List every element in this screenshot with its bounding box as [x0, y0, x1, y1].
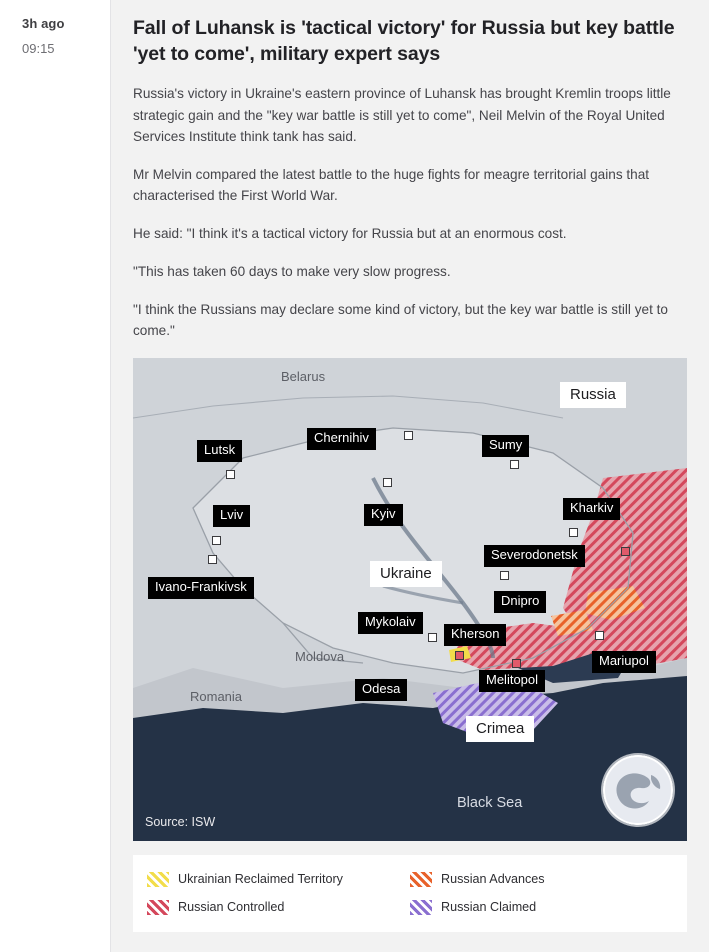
legend-label: Russian Claimed: [441, 900, 537, 914]
map-label-kherson: Kherson: [444, 624, 506, 646]
map-label-russia: Russia: [560, 382, 626, 408]
legend-label: Russian Advances: [441, 872, 545, 886]
legend-item-russian-controlled: [147, 900, 410, 915]
globe-inset-icon: [603, 755, 673, 825]
legend-swatch-purple-icon: [410, 900, 432, 915]
map-city-marker: [383, 478, 392, 487]
map-label-romania: Romania: [190, 689, 243, 705]
map-label-mariupol: Mariupol: [592, 651, 656, 673]
map-city-marker: [510, 460, 519, 469]
map-city-marker: [404, 431, 413, 440]
map-label-sumy: Sumy: [482, 435, 529, 457]
article-paragraph: Russia's victory in Ukraine's eastern province of Luhansk has brought Kremlin troops little strategic gain and the "key war battle is still yet to come", Neil Melvin of the Royal United Services Institute think tank has said.: [133, 86, 671, 144]
legend-swatch-yellow-icon: [147, 872, 169, 887]
map-city-marker: [512, 659, 521, 668]
article-body: [111, 0, 709, 341]
map-source-label: Source: ISW: [145, 815, 216, 830]
ukraine-conflict-map: [133, 358, 687, 841]
article-paragraph: "I think the Russians may declare some kind of victory, but the key war battle is still yet to come.": [133, 301, 668, 338]
map-city-marker: [569, 528, 578, 537]
map-label-melitopol: Melitopol: [479, 670, 545, 692]
map-label-dnipro: Dnipro: [494, 591, 546, 613]
legend-swatch-red-icon: [147, 900, 169, 915]
map-label-lviv: Lviv: [213, 505, 250, 527]
map-legend: [133, 855, 687, 932]
map-label-ukraine: Ukraine: [370, 561, 442, 587]
map-label-crimea: Crimea: [466, 716, 534, 742]
map-city-marker: [208, 555, 217, 564]
map-label-kyiv: Kyiv: [364, 504, 403, 526]
legend-label: Russian Controlled: [178, 900, 285, 914]
map-city-marker: [428, 633, 437, 642]
map-label-moldova: Moldova: [295, 649, 345, 665]
map-city-marker: [212, 536, 221, 545]
legend-row: [147, 893, 673, 921]
map-label-severodonetsk: Severodonetsk: [484, 545, 585, 567]
map-city-marker: [226, 470, 235, 479]
clock-label: 09:15: [22, 41, 55, 56]
article-paragraph: He said: "I think it's a tactical victory for Russia but at an enormous cost.: [133, 225, 567, 241]
map-label-lutsk: Lutsk: [197, 440, 242, 462]
map-label-mykolaiv: Mykolaiv: [358, 612, 423, 634]
map-label-black-sea: Black Sea: [457, 795, 523, 812]
map-city-marker: [621, 547, 630, 556]
legend-item-russian-claimed: [410, 900, 673, 915]
page-title: Fall of Luhansk is 'tactical victory' for Russia but key battle 'yet to come', military expert says: [133, 17, 675, 65]
legend-item-ukrainian-reclaimed: [147, 872, 410, 887]
time-ago-label: 3h ago: [22, 16, 65, 31]
map-label-chernihiv: Chernihiv: [307, 428, 376, 450]
article-content: [111, 0, 709, 952]
map-city-marker: [455, 651, 464, 660]
legend-row: [147, 865, 673, 893]
map-label-belarus: Belarus: [281, 369, 326, 385]
map-city-marker: [500, 571, 509, 580]
map-label-kharkiv: Kharkiv: [563, 498, 620, 520]
legend-item-russian-advances: [410, 872, 673, 887]
timestamp-column: [0, 0, 110, 56]
article-paragraph: Mr Melvin compared the latest battle to the huge fights for meagre territorial gains that characterised the First World War.: [133, 166, 650, 203]
legend-swatch-orange-icon: [410, 872, 432, 887]
legend-label: Ukrainian Reclaimed Territory: [178, 872, 343, 886]
map-label-ivano-frankivsk: Ivano-Frankivsk: [148, 577, 254, 599]
map-label-odesa: Odesa: [355, 679, 407, 701]
article-paragraph: "This has taken 60 days to make very slow progress.: [133, 263, 451, 279]
map-city-marker: [595, 631, 604, 640]
